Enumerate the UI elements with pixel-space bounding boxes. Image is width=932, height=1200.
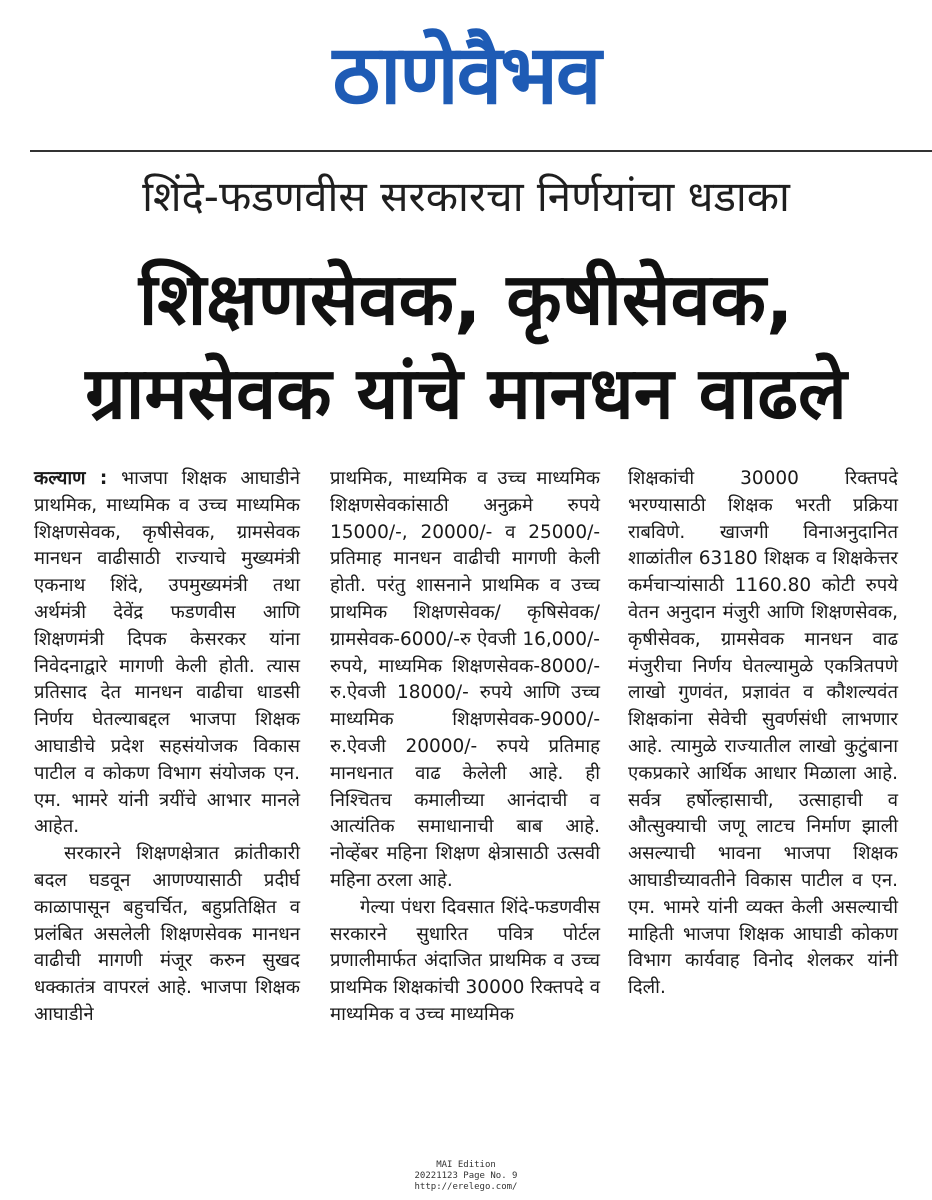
- column-2-paragraph-2: गेल्या पंधरा दिवसात शिंदे-फडणवीस सरकारने सुधारित पवित्र पोर्टल प्रणालीमार्फत अंदाजित प्राथमिक व उच्च प्राथमिक शिक्षकांची 30000 रिक्तपदे व माध्यमिक व उच्च माध्यमिक: [330, 896, 600, 1025]
- article-column-2: [330, 466, 600, 1029]
- column-1-paragraph-2: सरकारने शिक्षणक्षेत्रात क्रांतीकारी बदल घडवून आणण्यासाठी प्रदीर्घ काळापासून बहुचर्चित, बहुप्रतिक्षित व प्रलंबित असलेली शिक्षणसेवक मानधन वाढीची मागणी मंजूर करुन सुखद धक्कातंत्र वापरलं आहे. भाजपा शिक्षक आघाडीने: [34, 843, 300, 1025]
- masthead-divider: [30, 150, 932, 152]
- edition-label: MAI Edition: [436, 1160, 496, 1170]
- article-column-1: [34, 466, 300, 1029]
- article-kicker: शिंदे-फडणवीस सरकारचा निर्णयांचा धडाका: [142, 172, 790, 221]
- headline-line-1: शिक्षणसेवक, कृषीसेवक,: [138, 257, 794, 341]
- headline-line-2: ग्रामसेवक यांचे मानधन वाढले: [85, 351, 847, 435]
- column-1-text-1: भाजपा शिक्षक आघाडीने प्राथमिक, माध्यमिक व उच्च माध्यमिक शिक्षणसेवक, कृषीसेवक, ग्रामसेवक मानधन वाढीसाठी राज्याचे मुख्यमंत्री एकनाथ शिंदे, उपमुख्यमंत्री तथा अर्थमंत्री देवेंद्र फडणवीस आणि शिक्षणमंत्री दिपक केसरकर यांना निवेदनाद्वारे मागणी केली होती. त्यास प्रतिसाद देत मानधन वाढीचा धाडसी निर्णय घेतल्याबद्दल भाजपा शिक्षक आघाडीचे प्रदेश सहसंयोजक विकास पाटील व कोकण विभाग संयोजक एन. एम. भामरे यांनी त्रयींचे आभार मानले आहेत.: [34, 468, 300, 838]
- edition-footer: [0, 1160, 932, 1193]
- column-3-paragraph-1: शिक्षकांची 30000 रिक्तपदे भरण्यासाठी शिक्षक भरती प्रक्रिया राबविणे. खाजगी विनाअनुदानित शाळांतील 63180 शिक्षक व शिक्षकेत्तर कर्मचाऱ्यांसाठी 1160.80 कोटी रुपये वेतन अनुदान मंजुरी आणि शिक्षणसेवक, कृषीसेवक, ग्रामसेवक मानधन वाढ मंजुरीचा निर्णय घेतल्यामुळे एकत्रितपणे लाखो गुणवंत, प्रज्ञावंत व कौशल्यवंत शिक्षकांना सेवेची सुवर्णसंधी लाभणार आहे. त्यामुळे राज्यातील लाखो कुटुंबाना एकप्रकारे आर्थिक आधार मिळाला आहे. सर्वत्र हर्षोल्हासाची, उत्साहाची व औत्सुक्याची जणू लाटच निर्माण झाली असल्याची भावना भाजपा शिक्षक आघाडीच्यावतीने विकास पाटील व एन. एम. भामरे यांनी व्यक्त केली असल्याची माहिती भाजपा शिक्षक आघाडी कोकण विभाग कार्यवाह विनोद शेलकर यांनी दिली.: [628, 468, 898, 999]
- masthead-logo: ठाणेवैभव: [332, 28, 600, 123]
- article-column-3: [628, 466, 898, 1002]
- page-number: 20221123 Page No. 9: [414, 1171, 518, 1181]
- column-2-paragraph-1: प्राथमिक, माध्यमिक व उच्च माध्यमिक शिक्षणसेवकांसाठी अनुक्रमे रुपये 15000/-, 20000/- व 25000/- प्रतिमाह मानधन वाढीची मागणी केली होती. परंतु शासनाने प्राथमिक व उच्च प्राथमिक शिक्षणसेवक/ कृषिसेवक/ग्रामसेवक-6000/-रु ऐवजी 16,000/-रुपये, माध्यमिक शिक्षणसेवक-8000/- रु.ऐवजी 18000/- रुपये आणि उच्च माध्यमिक शिक्षणसेवक-9000/- रु.ऐवजी 20000/- रुपये प्रतिमाह मानधनात वाढ केलेली आहे. ही निश्चितच कमालीच्या आनंदाची व आत्यंतिक समाधानाची बाब आहे. नोव्हेंबर महिना शिक्षण क्षेत्रासाठी उत्सवी महिना ठरला आहे.: [330, 468, 600, 891]
- source-url[interactable]: http://erelego.com/: [414, 1182, 518, 1192]
- article-headline: [0, 252, 932, 440]
- dateline: कल्याण :: [34, 468, 108, 489]
- column-1-paragraph-1: [34, 466, 300, 841]
